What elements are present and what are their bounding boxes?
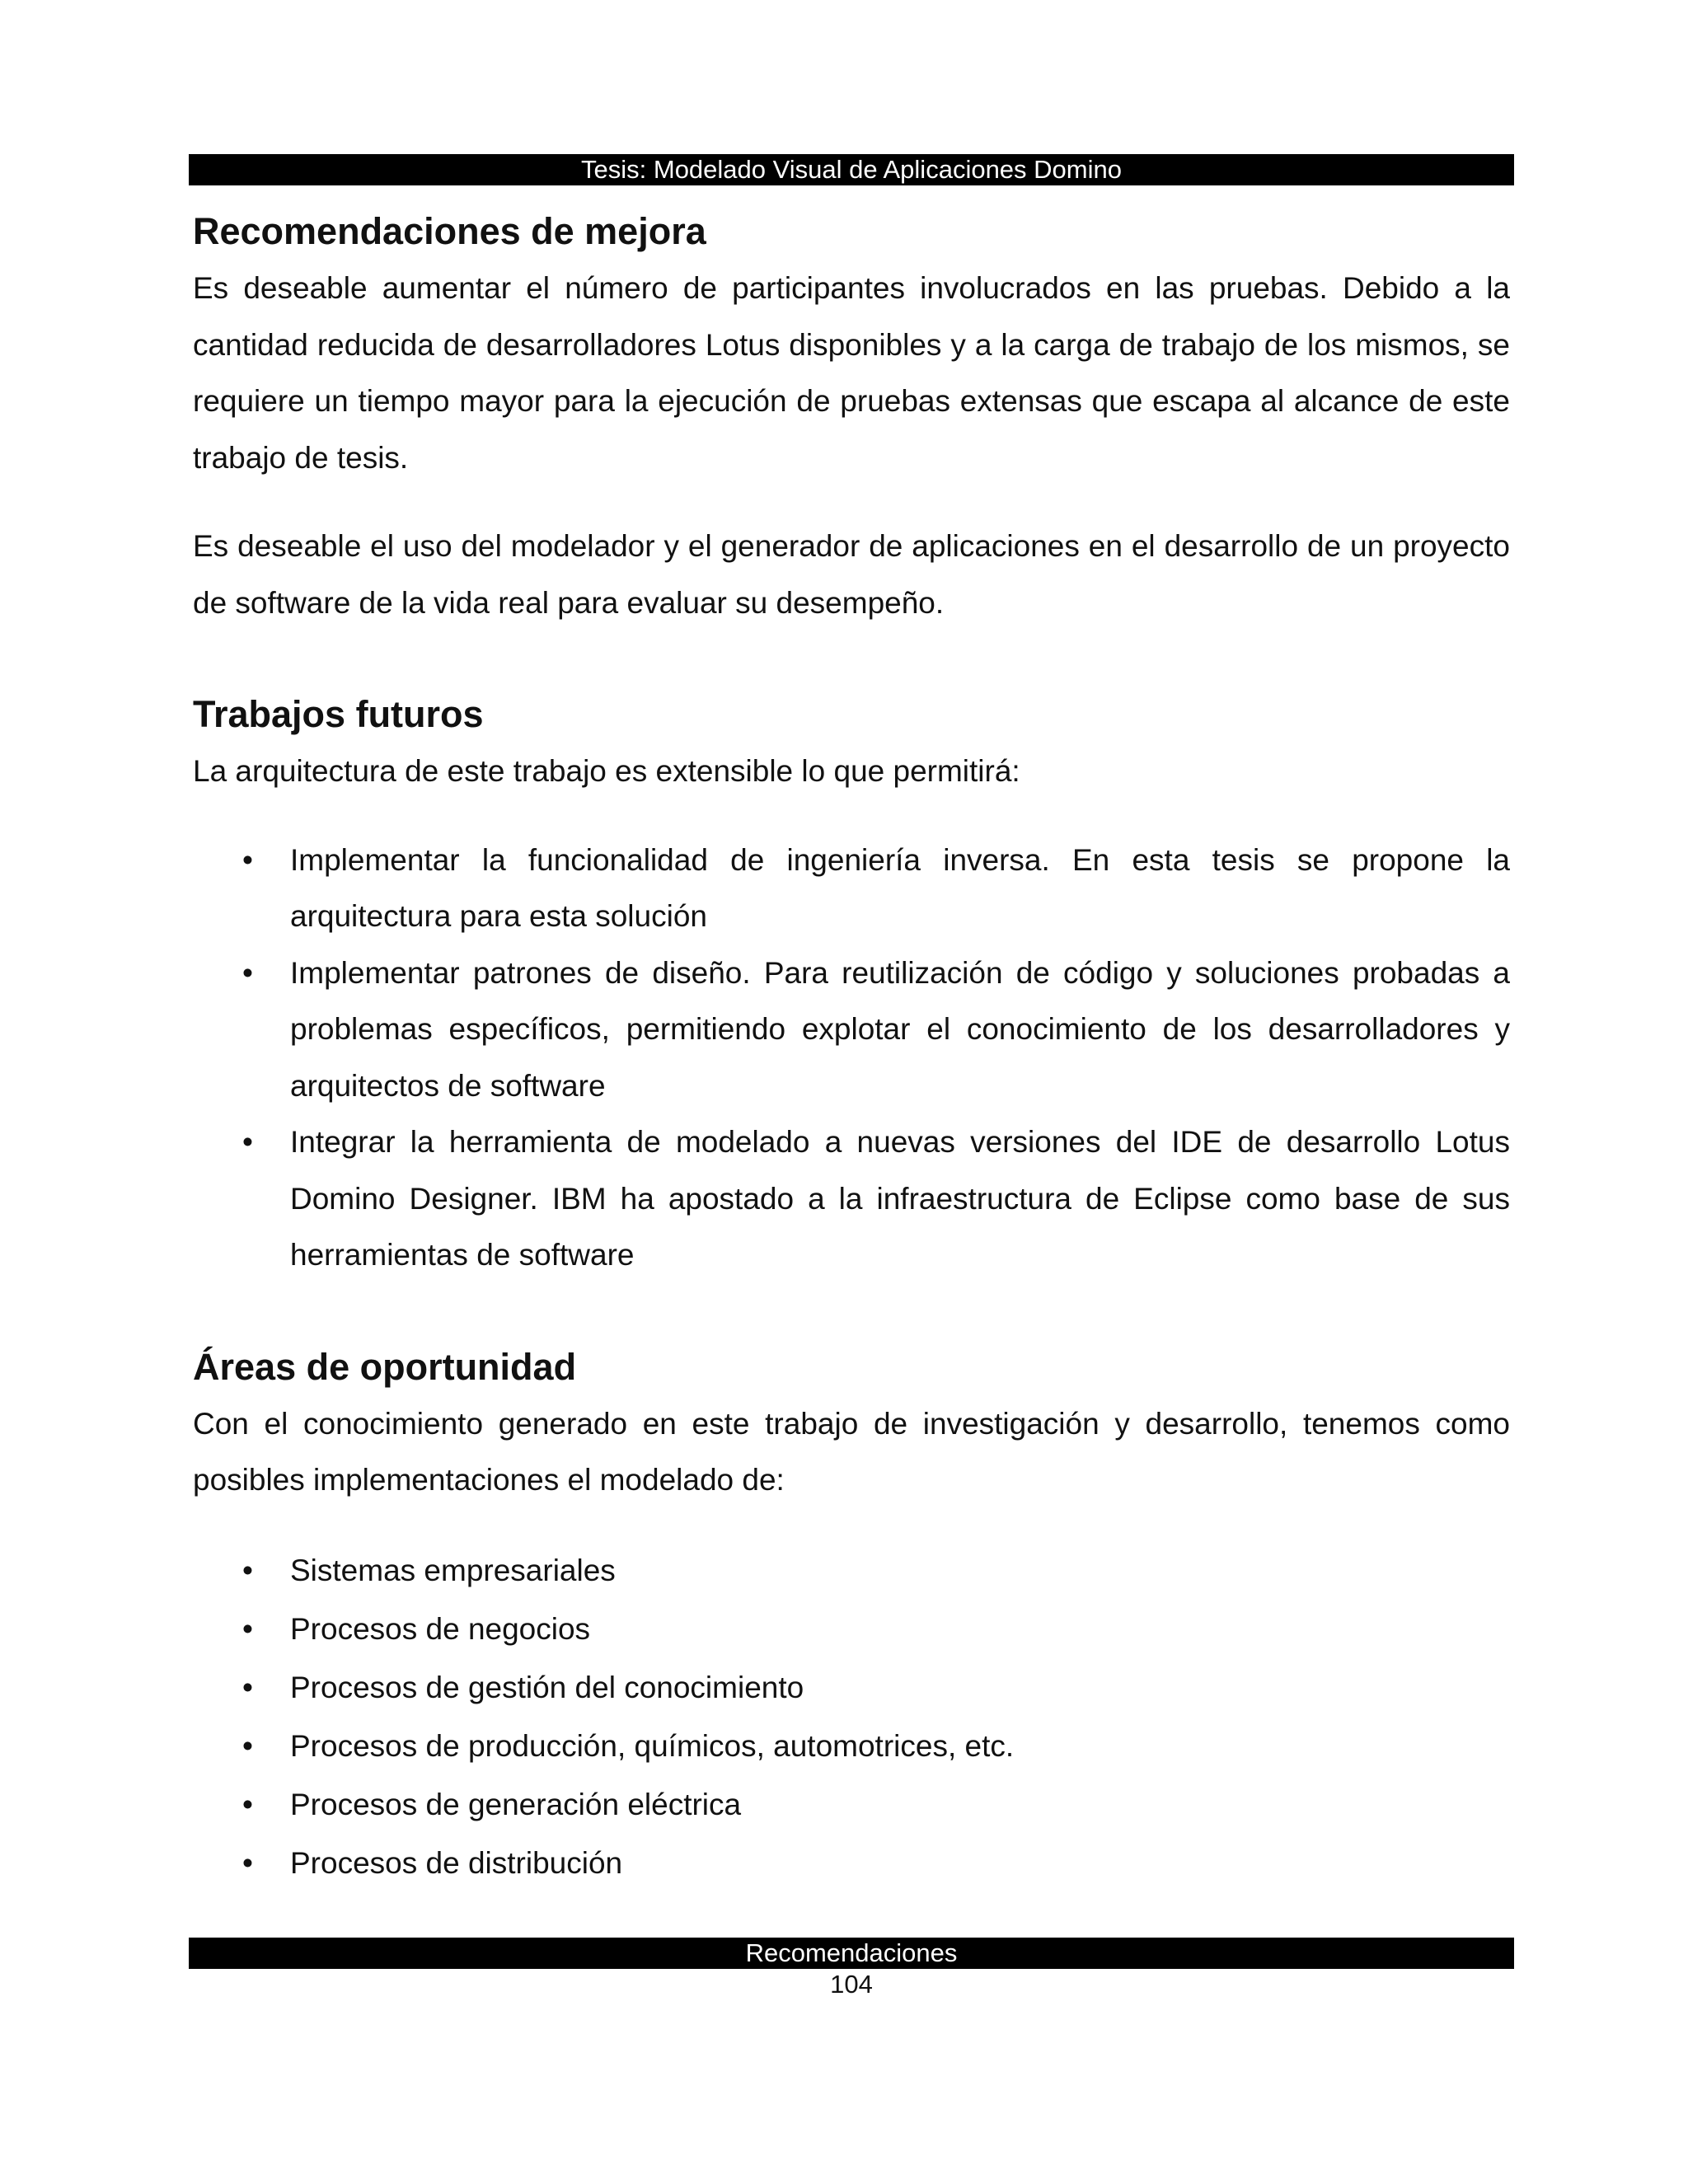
list-item (193, 1541, 1510, 1600)
list-item (193, 945, 1510, 1115)
page-body (193, 203, 1510, 1892)
bullet-list (193, 1541, 1510, 1892)
list-item-text: Procesos de generación eléctrica (290, 1787, 742, 1821)
bullet-list (193, 832, 1510, 1284)
page-number: 104 (830, 1970, 873, 1999)
list-item-text: Implementar patrones de diseño. Para reutilización de código y soluciones probadas a problemas específicos, permitiendo explotar el conocimiento de los desarrolladores y arquitectos de software (290, 955, 1510, 1103)
list-item-text: Procesos de distribución (290, 1845, 623, 1880)
section-trabajos-futuros (193, 686, 1510, 1284)
paragraph: Es deseable el uso del modelador y el generador de aplicaciones en el desarrollo de un proyecto de software de la vida real para evaluar su desempeño. (193, 529, 1510, 620)
bullet-icon: • (242, 1787, 253, 1821)
paragraph: Es deseable aumentar el número de participantes involucrados en las pruebas. Debido a la cantidad reducida de desarrolladores Lotus disponibles y a la carga de trabajo de los mismos, se requiere un tiempo mayor para la ejecución de pruebas extensas que escapa al alcance de este trabajo de tesis. (193, 271, 1510, 475)
list-item (193, 1717, 1510, 1775)
list-item (193, 1658, 1510, 1717)
bullet-icon: • (242, 1553, 253, 1587)
list-item (193, 1834, 1510, 1892)
bullet-icon: • (242, 1728, 253, 1763)
running-header: Tesis: Modelado Visual de Aplicaciones Domino (189, 154, 1514, 185)
list-item-text: Procesos de producción, químicos, automotrices, etc. (290, 1728, 1015, 1763)
running-footer: Recomendaciones (189, 1938, 1514, 1969)
list-item (193, 1600, 1510, 1658)
list-item-text: Procesos de gestión del conocimiento (290, 1670, 804, 1704)
bullet-icon: • (242, 1611, 253, 1646)
section-intro: Con el conocimiento generado en este trabajo de investigación y desarrollo, tenemos como posibles implementaciones el modelado de: (193, 1406, 1510, 1497)
list-item (193, 1775, 1510, 1834)
section-heading: Áreas de oportunidad (193, 1345, 577, 1388)
bullet-icon: • (242, 842, 253, 877)
section-intro: La arquitectura de este trabajo es extensible lo que permitirá: (193, 754, 1020, 788)
list-item-text: Integrar la herramienta de modelado a nuevas versiones del IDE de desarrollo Lotus Domino Designer. IBM ha apostado a la infraestructura de Eclipse como base de sus herramientas de software (290, 1125, 1510, 1272)
list-item (193, 832, 1510, 945)
bullet-icon: • (242, 1670, 253, 1704)
list-item-text: Sistemas empresariales (290, 1553, 616, 1587)
bullet-icon: • (242, 1845, 253, 1880)
bullet-icon: • (242, 955, 253, 990)
section-areas-oportunidad (193, 1338, 1510, 1892)
bullet-icon: • (242, 1125, 253, 1159)
section-heading: Trabajos futuros (193, 693, 484, 735)
section-heading: Recomendaciones de mejora (193, 210, 706, 252)
list-item (193, 1114, 1510, 1284)
list-item-text: Implementar la funcionalidad de ingeniería inversa. En esta tesis se propone la arquitectura para esta solución (290, 842, 1510, 933)
section-recomendaciones (193, 203, 1510, 631)
list-item-text: Procesos de negocios (290, 1611, 591, 1646)
